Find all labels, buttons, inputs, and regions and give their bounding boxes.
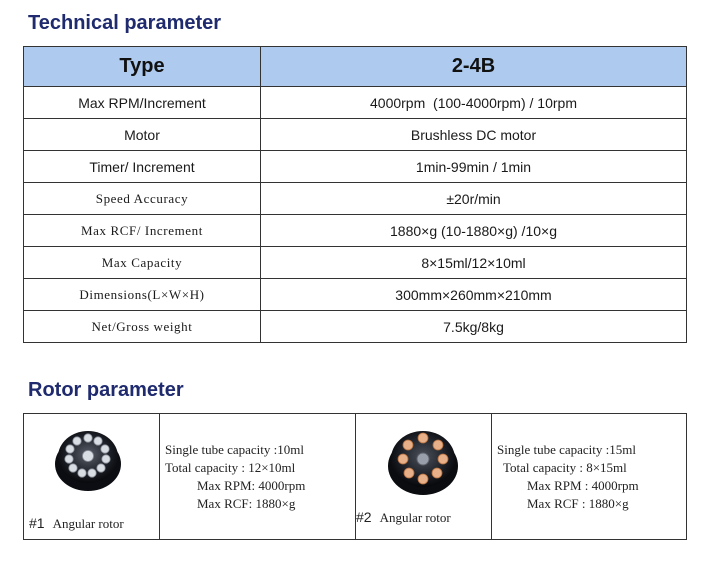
technical-parameter-title: Technical parameter: [28, 12, 222, 34]
rotor-2-name: Angular rotor: [379, 510, 451, 525]
rotor-2-specs: [492, 441, 686, 513]
table-row: [24, 183, 687, 215]
row-value: 1880×g (10-1880×g) /10×g: [261, 215, 687, 247]
rotor-1-spec-line: Max RPM: 4000rpm: [197, 477, 306, 493]
row-value: 1min-99min / 1min: [261, 151, 687, 183]
rotor-parameter-title: Rotor parameter: [28, 379, 184, 401]
rotor-1-spec-line: Total capacity : 12×10ml: [165, 459, 296, 475]
rotor-2-image-cell: [356, 414, 492, 540]
rotor-1-specs-cell: [160, 414, 356, 540]
technical-parameter-table: [23, 46, 687, 343]
table-row: [24, 151, 687, 183]
table-header-row: [24, 47, 687, 87]
table-row: [24, 247, 687, 279]
rotor-2-spec-line: Max RPM : 4000rpm: [527, 477, 639, 493]
row-value: Brushless DC motor: [261, 119, 687, 151]
row-label: Net/Gross weight: [24, 311, 261, 343]
rotor-2-image: [386, 424, 460, 498]
rotor-2-number: #2: [356, 509, 372, 525]
table-row: [24, 119, 687, 151]
rotor-2-specs-cell: [492, 414, 687, 540]
row-label: Max Capacity: [24, 247, 261, 279]
table-row: [24, 87, 687, 119]
row-label: Max RCF/ Increment: [24, 215, 261, 247]
row-label: Dimensions(L×W×H): [24, 279, 261, 311]
row-value: 300mm×260mm×210mm: [261, 279, 687, 311]
rotor-1-caption: [29, 515, 124, 532]
rotor-2-caption: [356, 509, 451, 526]
rotor-2-spec-line: Max RCF : 1880×g: [527, 495, 629, 511]
model-header: 2-4B: [261, 47, 687, 87]
table-row: [24, 311, 687, 343]
rotor-1-specs: [160, 441, 355, 513]
rotor-1-image: [53, 424, 123, 494]
row-value: 7.5kg/8kg: [261, 311, 687, 343]
row-label: Motor: [24, 119, 261, 151]
row-label: Max RPM/Increment: [24, 87, 261, 119]
row-value: 8×15ml/12×10ml: [261, 247, 687, 279]
rotor-2-spec-line: Single tube capacity :15ml: [497, 441, 636, 457]
type-header: Type: [24, 47, 261, 87]
rotor-1-spec-line: Max RCF: 1880×g: [197, 495, 296, 511]
rotor-1-spec-line: Single tube capacity :10ml: [165, 441, 304, 457]
row-label: Speed Accuracy: [24, 183, 261, 215]
rotor-1-name: Angular rotor: [52, 516, 124, 531]
row-value: 4000rpm (100-4000rpm) / 10rpm: [261, 87, 687, 119]
row-label: Timer/ Increment: [24, 151, 261, 183]
rotor-1-image-cell: [24, 414, 160, 540]
row-value: ±20r/min: [261, 183, 687, 215]
rotor-1-number: #1: [29, 515, 45, 531]
table-row: [24, 279, 687, 311]
rotor-2-spec-line: Total capacity : 8×15ml: [503, 459, 627, 475]
rotor-parameter-table: [23, 413, 687, 540]
table-row: [24, 215, 687, 247]
